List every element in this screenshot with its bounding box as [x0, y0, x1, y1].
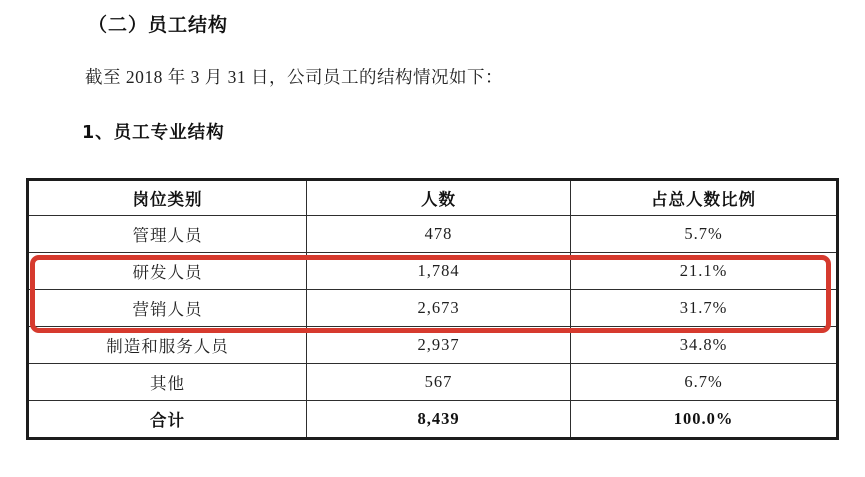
cell-category: 研发人员 — [28, 253, 307, 290]
cell-category: 管理人员 — [28, 216, 307, 253]
column-header-0: 岗位类别 — [28, 180, 307, 216]
table-row — [28, 327, 838, 364]
cell-category: 营销人员 — [28, 290, 307, 327]
cell-percentage: 31.7% — [571, 290, 838, 327]
cell-percentage: 21.1% — [571, 253, 838, 290]
column-header-2: 占总人数比例 — [571, 180, 838, 216]
intro-paragraph: 截至 2018 年 3 月 31 日，公司员工的结构情况如下： — [85, 67, 503, 87]
employee-structure-table — [26, 178, 839, 440]
table-header-row — [28, 180, 838, 216]
cell-headcount: 8,439 — [307, 401, 571, 439]
section-heading: （二）员工结构 — [88, 14, 229, 36]
subsection-heading: 1、员工专业结构 — [82, 123, 225, 143]
cell-percentage: 5.7% — [571, 216, 838, 253]
cell-headcount: 2,937 — [307, 327, 571, 364]
table-row — [28, 253, 838, 290]
cell-percentage: 6.7% — [571, 364, 838, 401]
table-row — [28, 216, 838, 253]
cell-category: 其他 — [28, 364, 307, 401]
table-row — [28, 290, 838, 327]
cell-headcount: 1,784 — [307, 253, 571, 290]
column-header-1: 人数 — [307, 180, 571, 216]
cell-category: 合计 — [28, 401, 307, 439]
cell-percentage: 34.8% — [571, 327, 838, 364]
cell-headcount: 2,673 — [307, 290, 571, 327]
cell-headcount: 478 — [307, 216, 571, 253]
table-row — [28, 364, 838, 401]
cell-headcount: 567 — [307, 364, 571, 401]
table-row — [28, 401, 838, 439]
cell-percentage: 100.0% — [571, 401, 838, 439]
cell-category: 制造和服务人员 — [28, 327, 307, 364]
